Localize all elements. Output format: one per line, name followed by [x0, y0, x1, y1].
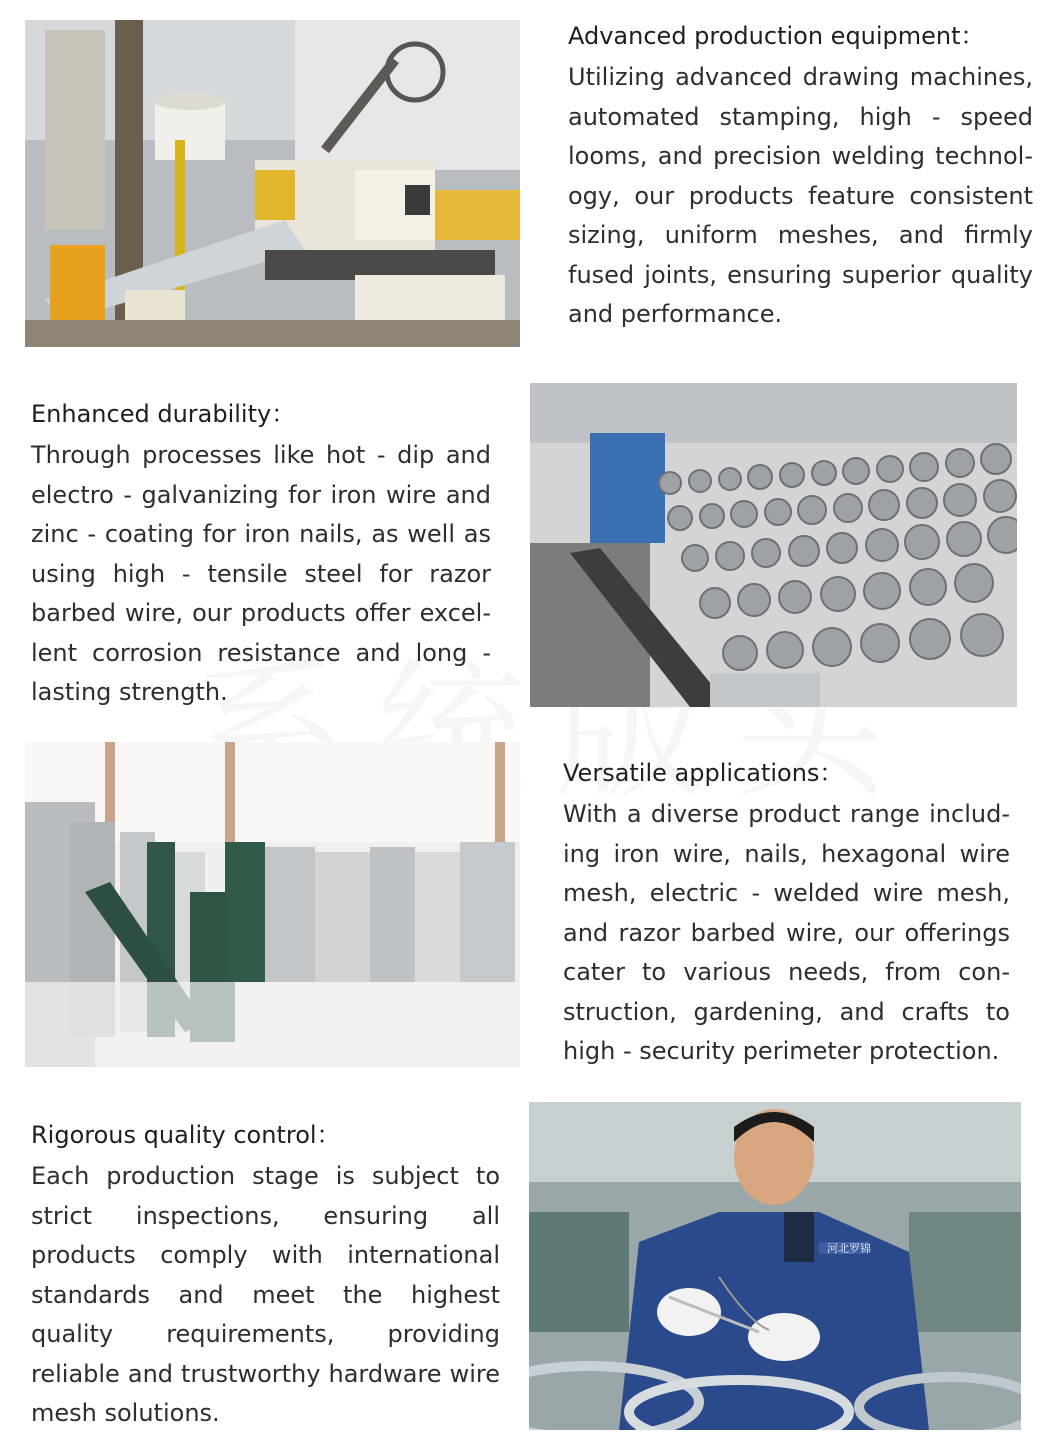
section-body: Each production stage is subject to strict inspections, ensuring all products comply with international standards and meet the highest quality requirements, providing reliable and trustworthy hardware wire mesh solutions. [31, 1162, 500, 1427]
quality-inspector-photo [529, 1102, 1021, 1430]
section-production-equipment [568, 18, 1033, 335]
section-body: With a diverse product range including iron wire, nails, hexagonal wire mesh, electric - welded wire mesh, and razor barbed wire, our offerings cater to various needs, from construction, gardening, and crafts to high - security perimeter protection. [563, 800, 1010, 1065]
section-durability [31, 396, 491, 713]
section-heading: Versatile applications： [563, 759, 844, 787]
uniform-badge-text: 河北罗锦 [827, 1242, 871, 1255]
stamping-machine-photo [25, 20, 520, 347]
section-heading: Advanced production equipment： [568, 22, 985, 50]
wire-mesh-rolls-photo [25, 742, 520, 1067]
section-body: Utilizing advanced drawing machines, automated stamping, high - speed looms, and precision welding technology, our products feature consistent sizing, uniform meshes, and firmly fused joints, ensuring superior quality and performance. [568, 63, 1033, 328]
section-quality-control [31, 1117, 500, 1434]
wire-spools-photo [530, 383, 1017, 707]
section-heading: Rigorous quality control： [31, 1121, 341, 1149]
section-applications [563, 755, 1010, 1072]
section-body: Through processes like hot - dip and electro - galvanizing for iron wire and zinc - coating for iron nails, as well as using high - tensile steel for razor barbed wire, our products offer excellent corrosion resistance and long - lasting strength. [31, 441, 491, 706]
section-heading: Enhanced durability： [31, 400, 296, 428]
